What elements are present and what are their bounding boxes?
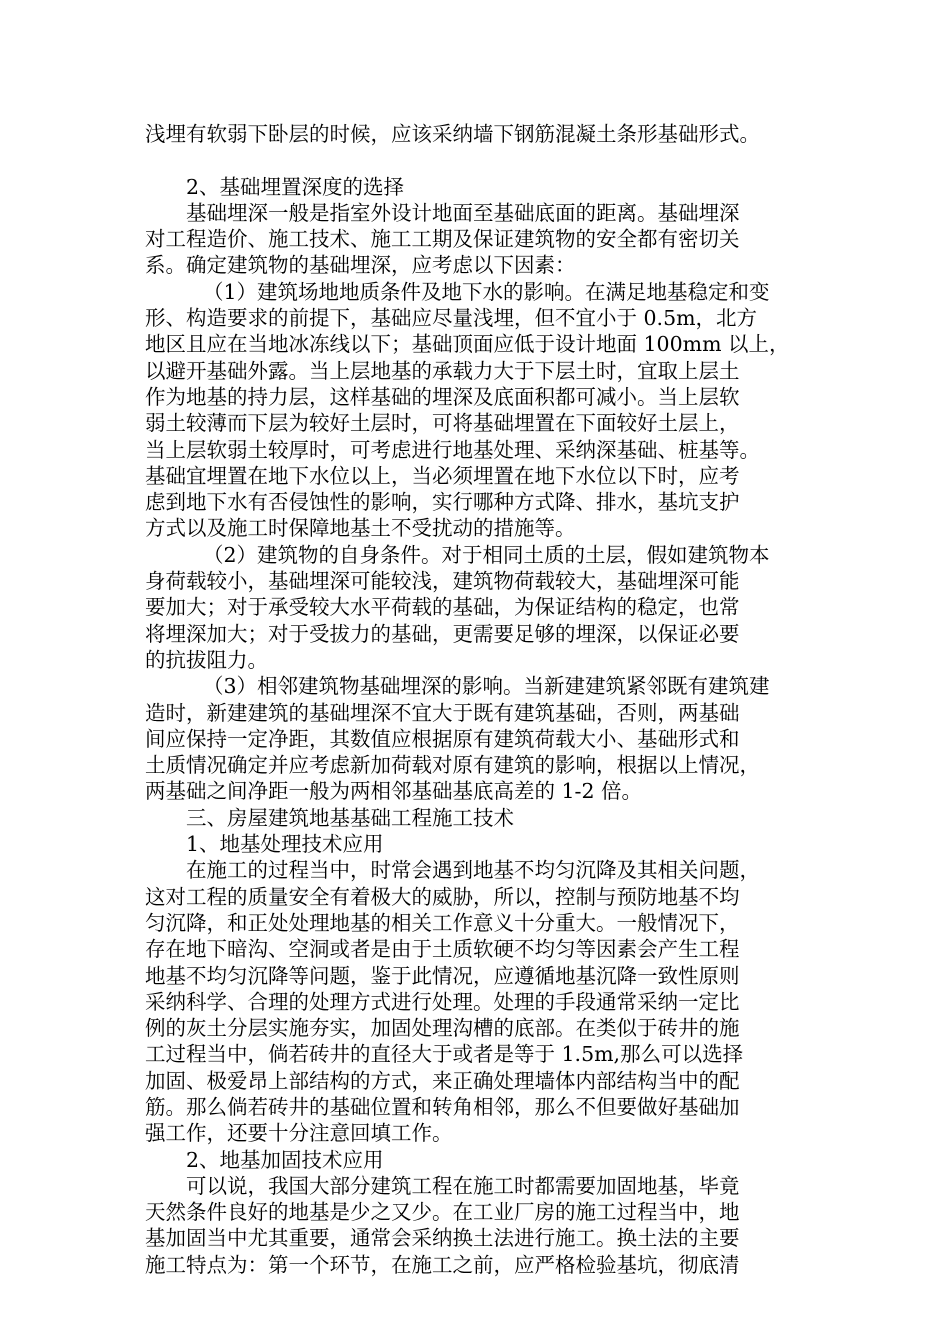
paragraph-line: 筋。那么倘若砖井的基础位置和转角相邻，那么不但要做好基础加 [145,1094,740,1119]
paragraph-line: 天然条件良好的地基是少之又少。在工业厂房的施工过程当中，地 [145,1200,740,1225]
paragraph-line: 可以说，我国大部分建筑工程在施工时都需要加固地基，毕竟 [186,1173,740,1198]
subsection-2-heading: 2、地基加固技术应用 [186,1147,384,1172]
paragraph-line: 施工特点为：第一个环节，在施工之前，应严格检验基坑，彻底清 [145,1252,740,1277]
paragraph-line: 强工作，还要十分注意回填工作。 [145,1121,453,1146]
paragraph-line: （2）建筑物的自身条件。对于相同土质的土层，假如建筑物本 [203,542,770,567]
paragraph-line: 地基不均匀沉降等问题，鉴于此情况，应遵循地基沉降一致性原则 [145,963,740,988]
paragraph-line: 工过程当中，倘若砖井的直径大于或者是等于 1.5m,那么可以选择 [145,1042,744,1067]
subsection-1-heading: 1、地基处理技术应用 [186,832,384,857]
paragraph-line: 以避开基础外露。当上层地基的承载力大于下层土时，宜取上层土 [145,358,740,383]
paragraph-line: 采纳科学、合理的处理方式进行处理。处理的手段通常采纳一定比 [145,989,740,1014]
paragraph-line: 间应保持一定净距，其数值应根据原有建筑荷载大小、基础形式和 [145,726,740,751]
paragraph-line: （3）相邻建筑物基础埋深的影响。当新建建筑紧邻既有建筑建 [203,674,770,699]
paragraph-line: 弱土较薄而下层为较好土层时，可将基础埋置在下面较好土层上， [145,411,740,436]
paragraph-line: 地区且应在当地冰冻线以下；基础顶面应低于设计地面 100mm 以上， [145,332,790,357]
paragraph-gap [145,147,813,173]
paragraph-line: 土质情况确定并应考虑新加荷载对原有建筑的影响，根据以上情况， [145,753,760,778]
paragraph-line: 当上层软弱土较厚时，可考虑进行地基处理、采纳深基础、桩基等。 [145,437,760,462]
paragraph-line: 身荷载较小，基础埋深可能较浅，建筑物荷载较大，基础埋深可能 [145,569,740,594]
paragraph-line: 的抗拔阻力。 [145,647,268,672]
paragraph-line: 基加固当中尤其重要，通常会采纳换土法进行施工。换土法的主要 [145,1226,740,1251]
paragraph-line: 匀沉降，和正处处理地基的相关工作意义十分重大。一般情况下， [145,910,740,935]
paragraph-line: （1）建筑场地地质条件及地下水的影响。在满足地基稳定和变 [203,279,770,304]
paragraph-line: 虑到地下水有否侵蚀性的影响，实行哪种方式降、排水，基坑支护 [145,490,740,515]
paragraph-line: 存在地下暗沟、空洞或者是由于土质软硬不均匀等因素会产生工程 [145,937,740,962]
document-body [145,121,813,1278]
paragraph-line: 系。确定建筑物的基础埋深，应考虑以下因素： [145,253,576,278]
section-3-heading: 三、房屋建筑地基基础工程施工技术 [186,805,514,830]
paragraph-line: 例的灰土分层实施夯实，加固处理沟槽的底部。在类似于砖井的施 [145,1016,740,1041]
paragraph-line: 要加大；对于承受较大水平荷载的基础，为保证结构的稳定，也常 [145,595,740,620]
paragraph-line: 基础宜埋置在地下水位以上，当必须埋置在地下水位以下时，应考 [145,463,740,488]
paragraph-line: 加固、极爱昂上部结构的方式，来正确处理墙体内部结构当中的配 [145,1068,740,1093]
paragraph-line: 基础埋深一般是指室外设计地面至基础底面的距离。基础埋深 [186,200,740,225]
paragraph-line: 对工程造价、施工技术、施工工期及保证建筑物的安全都有密切关 [145,227,740,252]
paragraph-line: 将埋深加大；对于受拔力的基础，更需要足够的埋深，以保证必要 [145,621,740,646]
paragraph-line: 两基础之间净距一般为两相邻基础基底高差的 1-2 倍。 [145,779,643,804]
paragraph-line: 造时，新建建筑的基础埋深不宜大于既有建筑基础，否则，两基础 [145,700,740,725]
paragraph-line: 形、构造要求的前提下，基础应尽量浅埋，但不宜小于 0.5m，北方 [145,306,758,331]
section-2-heading: 2、基础埋置深度的选择 [186,174,405,199]
intro-line: 浅埋有软弱下卧层的时候，应该采纳墙下钢筋混凝土条形基础形式。 [145,122,760,146]
paragraph-line: 在施工的过程当中，时常会遇到地基不均匀沉降及其相关问题， [186,858,760,883]
paragraph-line: 这对工程的质量安全有着极大的威胁，所以，控制与预防地基不均 [145,884,740,909]
paragraph-line: 作为地基的持力层，这样基础的埋深及底面积都可减小。当上层软 [145,384,740,409]
paragraph-line: 方式以及施工时保障地基土不受扰动的措施等。 [145,516,576,541]
